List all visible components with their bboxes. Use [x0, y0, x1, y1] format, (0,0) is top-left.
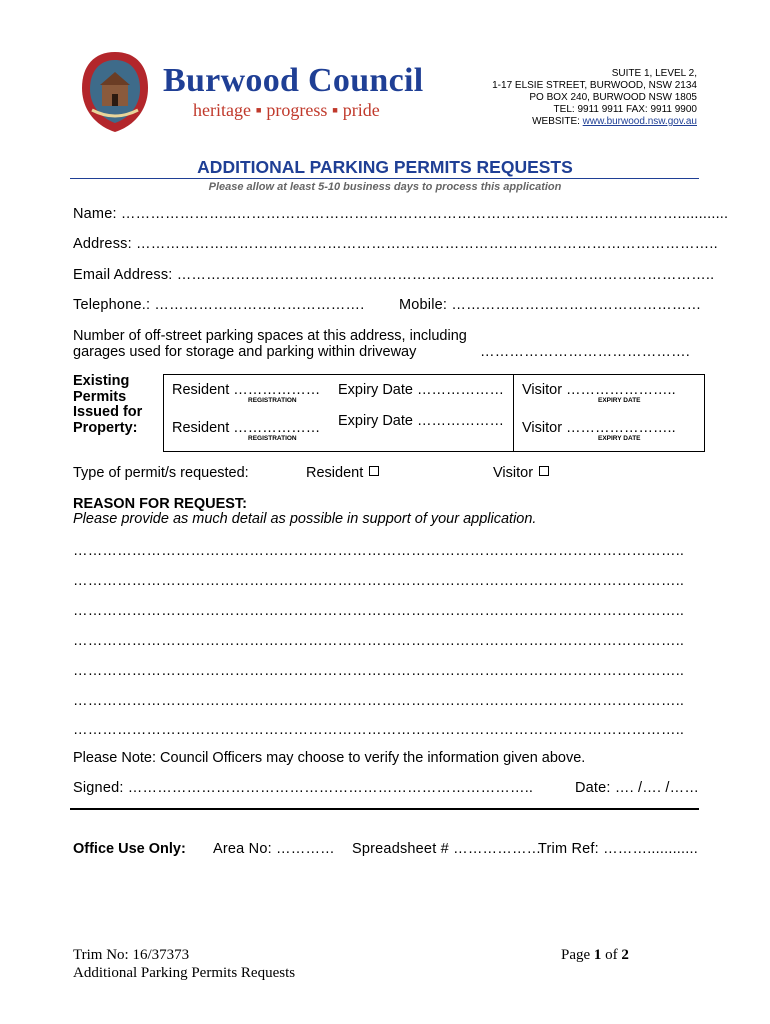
table-divider — [513, 375, 514, 451]
form-subtitle: Please allow at least 5-10 business days to process this application — [208, 181, 562, 193]
address-line: TEL: 9911 9911 FAX: 9911 9900 — [553, 104, 697, 115]
reason-line[interactable]: …………………………………………………………………………………………………………….. — [73, 633, 685, 649]
permit-type-resident[interactable]: Resident — [306, 465, 379, 481]
council-seal-logo — [78, 50, 152, 134]
reason-heading: REASON FOR REQUEST: — [73, 496, 248, 512]
visitor-permit-2-field[interactable]: Visitor ………………….. — [522, 420, 676, 436]
address-line: SUITE 1, LEVEL 2, — [611, 68, 697, 79]
visitor-permit-1-field[interactable]: Visitor ………………….. — [522, 382, 676, 398]
trim-ref-field[interactable]: Trim Ref: ………............ — [538, 841, 698, 857]
existing-permits-label: Existing Permits Issued for Property: — [73, 373, 143, 436]
offstreet-label-line2: garages used for storage and parking within driveway — [73, 344, 417, 360]
reason-line[interactable]: …………………………………………………………………………………………………………….. — [73, 663, 685, 679]
signature-field[interactable]: Signed: ……………………………………………………………………….. — [73, 780, 534, 796]
page-number: Page 1 of 2 — [561, 947, 629, 963]
expiry-date-caption: EXPIRY DATE — [598, 397, 641, 404]
resident-checkbox[interactable] — [369, 466, 379, 476]
reason-line[interactable]: …………………………………………………………………………………………………………….. — [73, 722, 685, 738]
resident-permit-1-field[interactable]: Resident ……………… — [172, 382, 321, 398]
address-line: PO BOX 240, BURWOOD NSW 1805 — [529, 92, 697, 103]
website-label: WEBSITE: — [532, 116, 583, 127]
spreadsheet-field[interactable]: Spreadsheet # ……………… — [352, 841, 542, 857]
resident-expiry-1-field[interactable]: Expiry Date ……………… — [338, 382, 504, 398]
brand-name: Burwood Council — [163, 62, 424, 99]
resident-permit-2-field[interactable]: Resident ……………… — [172, 420, 321, 436]
existing-permits-table — [163, 374, 705, 452]
reason-line[interactable]: …………………………………………………………………………………………………………….. — [73, 693, 685, 709]
website-line — [492, 116, 697, 128]
address-field[interactable]: Address: ……………………………………………………………………………………………………….. — [73, 236, 718, 252]
permit-type-label: Type of permit/s requested: — [73, 465, 249, 481]
permit-type-visitor[interactable]: Visitor — [493, 465, 549, 481]
form-title: ADDITIONAL PARKING PERMITS REQUESTS — [197, 157, 573, 177]
verification-note: Please Note: Council Officers may choose to verify the information given above. — [73, 750, 586, 766]
office-section-divider — [70, 808, 699, 810]
offstreet-spaces-field[interactable]: ……………………………………. — [480, 344, 691, 360]
reason-line[interactable]: …………………………………………………………………………………………………………….. — [73, 603, 685, 619]
visitor-checkbox[interactable] — [539, 466, 549, 476]
email-field[interactable]: Email Address: ……………………………………………………………………………………………….. — [73, 267, 715, 283]
brand-tagline: heritage ▪ progress ▪ pride — [193, 100, 380, 120]
reason-line[interactable]: …………………………………………………………………………………………………………….. — [73, 573, 685, 589]
reason-instruction: Please provide as much detail as possible in support of your application. — [73, 511, 537, 527]
reason-line[interactable]: …………………………………………………………………………………………………………….. — [73, 543, 685, 559]
mobile-field[interactable]: Mobile: …………………………………………… — [399, 297, 702, 313]
name-field[interactable]: Name: …………………...………………………………………………………………………………............ — [73, 206, 729, 222]
website-link[interactable]: www.burwood.nsw.gov.au — [582, 116, 697, 127]
expiry-date-caption: EXPIRY DATE — [598, 435, 641, 442]
area-no-field[interactable]: Area No: ………… — [213, 841, 335, 857]
telephone-field[interactable]: Telephone.: ……………………………………. — [73, 297, 365, 313]
council-address — [492, 68, 697, 128]
title-divider — [70, 178, 699, 179]
address-line: 1-17 ELSIE STREET, BURWOOD, NSW 2134 — [492, 80, 697, 91]
office-use-label: Office Use Only: — [73, 841, 186, 857]
resident-expiry-2-field[interactable]: Expiry Date ……………… — [338, 413, 504, 429]
date-field[interactable]: Date: …. /…. /…… — [575, 780, 700, 796]
trim-number: Trim No: 16/37373 — [73, 947, 190, 963]
registration-caption: REGISTRATION — [248, 397, 297, 404]
document-title: Additional Parking Permits Requests — [73, 965, 296, 981]
offstreet-label-line1: Number of off-street parking spaces at this address, including — [73, 328, 467, 344]
registration-caption: REGISTRATION — [248, 435, 297, 442]
